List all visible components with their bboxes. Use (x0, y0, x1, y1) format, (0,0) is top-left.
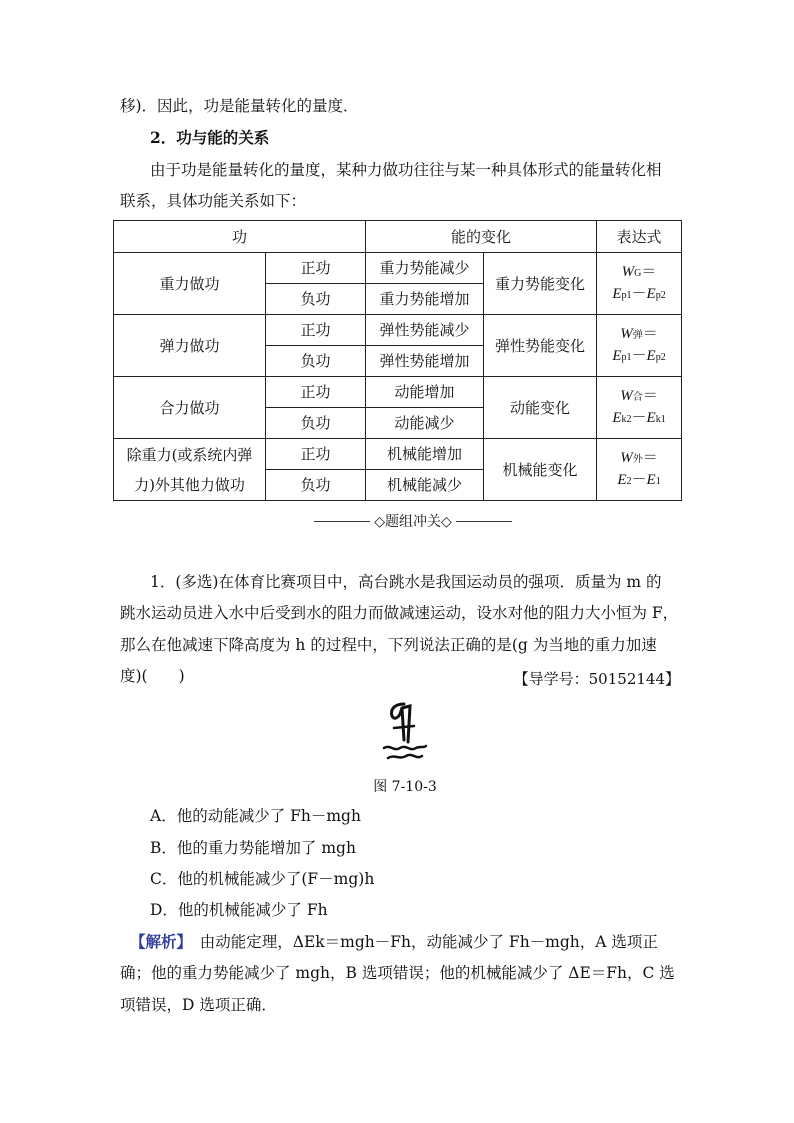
question-line-3: 那么在他减速下降高度为 h 的过程中，下列说法正确的是(g 为当地的重力加速 (120, 636, 657, 654)
sign-negative: 负功 (266, 346, 366, 377)
analysis-text: 由动能定理，ΔEk＝mgh－Fh，动能减少了 Fh－mgh，A 选项正 (184, 933, 658, 951)
sign-negative: 负功 (266, 284, 366, 315)
energy-change: 机械能变化 (484, 439, 597, 501)
sign-positive: 正功 (266, 315, 366, 346)
expression-cell: W合＝ Ek2－Ek1 (597, 377, 682, 439)
change-cell: 重力势能减少 (366, 253, 484, 284)
divider-line (314, 521, 370, 522)
change-cell: 重力势能增加 (366, 284, 484, 315)
divider-line (456, 521, 512, 522)
header-work: 功 (114, 221, 366, 253)
diver-figure (380, 700, 430, 766)
question-line-1: 1．(多选)在体育比赛项目中，高台跳水是我国运动员的强项．质量为 m 的 (150, 573, 662, 591)
sign-positive: 正功 (266, 253, 366, 284)
sign-positive: 正功 (266, 439, 366, 470)
analysis-line-2: 确；他的重力势能减少了 mgh，B 选项错误；他的机械能减少了 ΔE＝Fh，C 选 (120, 964, 675, 982)
change-cell: 动能减少 (366, 408, 484, 439)
guide-number: 【导学号：50152144】 (513, 670, 680, 688)
intro-line-3: 联系，具体功能关系如下： (120, 192, 307, 210)
force-elastic: 弹力做功 (114, 315, 266, 377)
question-line-2: 跳水运动员进入水中后受到水的阻力而做减速运动，设水对他的阻力大小恒为 F， (120, 604, 679, 622)
energy-change: 动能变化 (484, 377, 597, 439)
energy-change: 重力势能变化 (484, 253, 597, 315)
figure-caption: 图 7-10-3 (373, 779, 437, 795)
sign-negative: 负功 (266, 408, 366, 439)
intro-line-2: 由于功是能量转化的量度，某种力做功往往与某一种具体形式的能量转化相 (150, 161, 662, 179)
sign-negative: 负功 (266, 470, 366, 501)
change-cell: 机械能增加 (366, 439, 484, 470)
header-energy-change: 能的变化 (366, 221, 597, 253)
sign-positive: 正功 (266, 377, 366, 408)
divider-label: ◇题组冲关◇ (374, 514, 452, 530)
expression-cell: W外＝ E2－E1 (597, 439, 682, 501)
change-cell: 弹性势能减少 (366, 315, 484, 346)
option-b: B．他的重力势能增加了 mgh (150, 839, 356, 857)
expression-cell: WG＝ Ep1－Ep2 (597, 253, 682, 315)
force-net: 合力做功 (114, 377, 266, 439)
section-heading: 2．功与能的关系 (150, 128, 270, 147)
question-line-4: 度)( ) (120, 667, 185, 685)
work-energy-table (113, 220, 682, 501)
expression-cell: W弹＝ Ep1－Ep2 (597, 315, 682, 377)
change-cell: 机械能减少 (366, 470, 484, 501)
option-c: C．他的机械能减少了(F－mg)h (150, 870, 375, 888)
option-a: A．他的动能减少了 Fh－mgh (150, 807, 361, 825)
header-expression: 表达式 (597, 221, 682, 253)
change-cell: 弹性势能增加 (366, 346, 484, 377)
change-cell: 动能增加 (366, 377, 484, 408)
option-d: D．他的机械能减少了 Fh (150, 901, 328, 919)
intro-line-1: 移)．因此，功是能量转化的量度． (120, 97, 359, 115)
force-other: 除重力(或系统内弹 力)外其他力做功 (114, 439, 266, 501)
section-divider (303, 511, 523, 531)
energy-change: 弹性势能变化 (484, 315, 597, 377)
force-gravity: 重力做功 (114, 253, 266, 315)
analysis-line-3: 项错误，D 选项正确． (120, 996, 277, 1014)
analysis-label: 【解析】 (130, 932, 185, 951)
analysis-line-1 (130, 932, 690, 952)
